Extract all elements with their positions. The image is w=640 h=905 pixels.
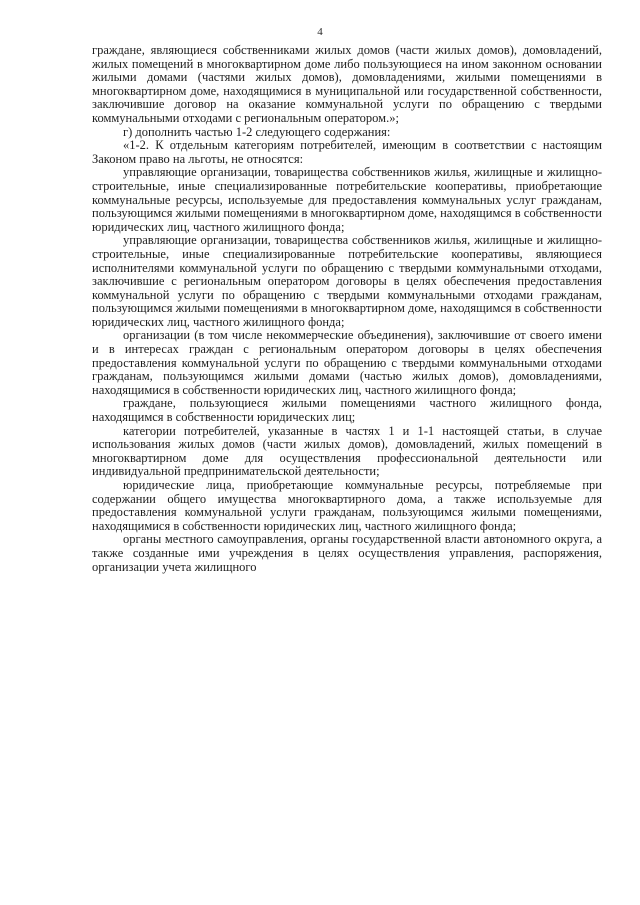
paragraph-5: управляющие организации, товарищества собственников жилья, жилищные и жилищно-строительные, иные специализированные потребительские кооперативы, являющиеся исполнителями коммунальной услуги по обращению с твердыми коммунальными отходами, заключившие с региональным оператором договоры в целях обеспечения предоставления коммунальной услуги по обращению с твердыми коммунальными отходами гражданам, пользующимся жилыми помещениями в многоквартирном доме, находящимся в собственности юридических лиц, частного жилищного фонда; <box>92 233 602 329</box>
paragraph-9: юридические лица, приобретающие коммунальные ресурсы, потребляемые при содержании общего имущества многоквартирного дома, а также используемые для предоставления коммунальной услуги гражданам, пользующимся жилыми помещениями, находящимися в собственности юридических лиц, частного жилищного фонда; <box>92 478 602 533</box>
page-number: 4 <box>317 26 323 38</box>
paragraph-2: г) дополнить частью 1-2 следующего содержания: <box>123 124 391 139</box>
paragraph-8: категории потребителей, указанные в частях 1 и 1-1 настоящей статьи, в случае использования жилых домов (части жилых домов), домовладений, жилых помещений в многоквартирном доме для осуществления профессиональной деятельности или индивидуальной предпринимательской деятельности; <box>92 423 602 479</box>
paragraph-1: граждане, являющиеся собственниками жилых домов (части жилых домов), домовладений, жилых помещений в многоквартирном доме либо пользующиеся на ином законном основании жилыми домами (частями жилых домов), домовладениями, жилыми помещениями в многоквартирном доме, находящимися в муниципальной или государственной собственности, заключившие договор на оказание коммунальной услуги по обращению с твердыми коммунальными отходами с региональным оператором.»; <box>92 43 602 125</box>
document-body <box>92 44 602 574</box>
paragraph-7: граждане, пользующиеся жилыми помещениями частного жилищного фонда, находящимся в собственности юридических лиц; <box>92 396 602 425</box>
paragraph-10: органы местного самоуправления, органы государственной власти автономного округа, а также созданные ими учреждения в целях осуществления управления, распоряжения, организации учета жилищного <box>92 532 602 574</box>
paragraph-3: «1-2. К отдельным категориям потребителей, имеющим в соответствии с настоящим Законом право на льготы, не относятся: <box>92 138 602 166</box>
paragraph-6: организации (в том числе некоммерческие объединения), заключившие от своего имени и в интересах граждан с региональным оператором договоры в целях обеспечения предоставления коммунальной услуги по обращению с твердыми коммунальными отходами гражданам, пользующимся жилыми домами (частью жилых домов), домовладениями, находящимися в собственности юридических лиц, частного жилищного фонда; <box>92 328 602 397</box>
paragraph-4: управляющие организации, товарищества собственников жилья, жилищные и жилищно-строительные, иные специализированные потребительские кооперативы, приобретающие коммунальные ресурсы, используемые для предоставления коммунальных услуг гражданам, пользующимся жилыми помещениями в многоквартирном доме, находящимся в собственности юридических лиц, частного жилищного фонда; <box>92 165 602 234</box>
